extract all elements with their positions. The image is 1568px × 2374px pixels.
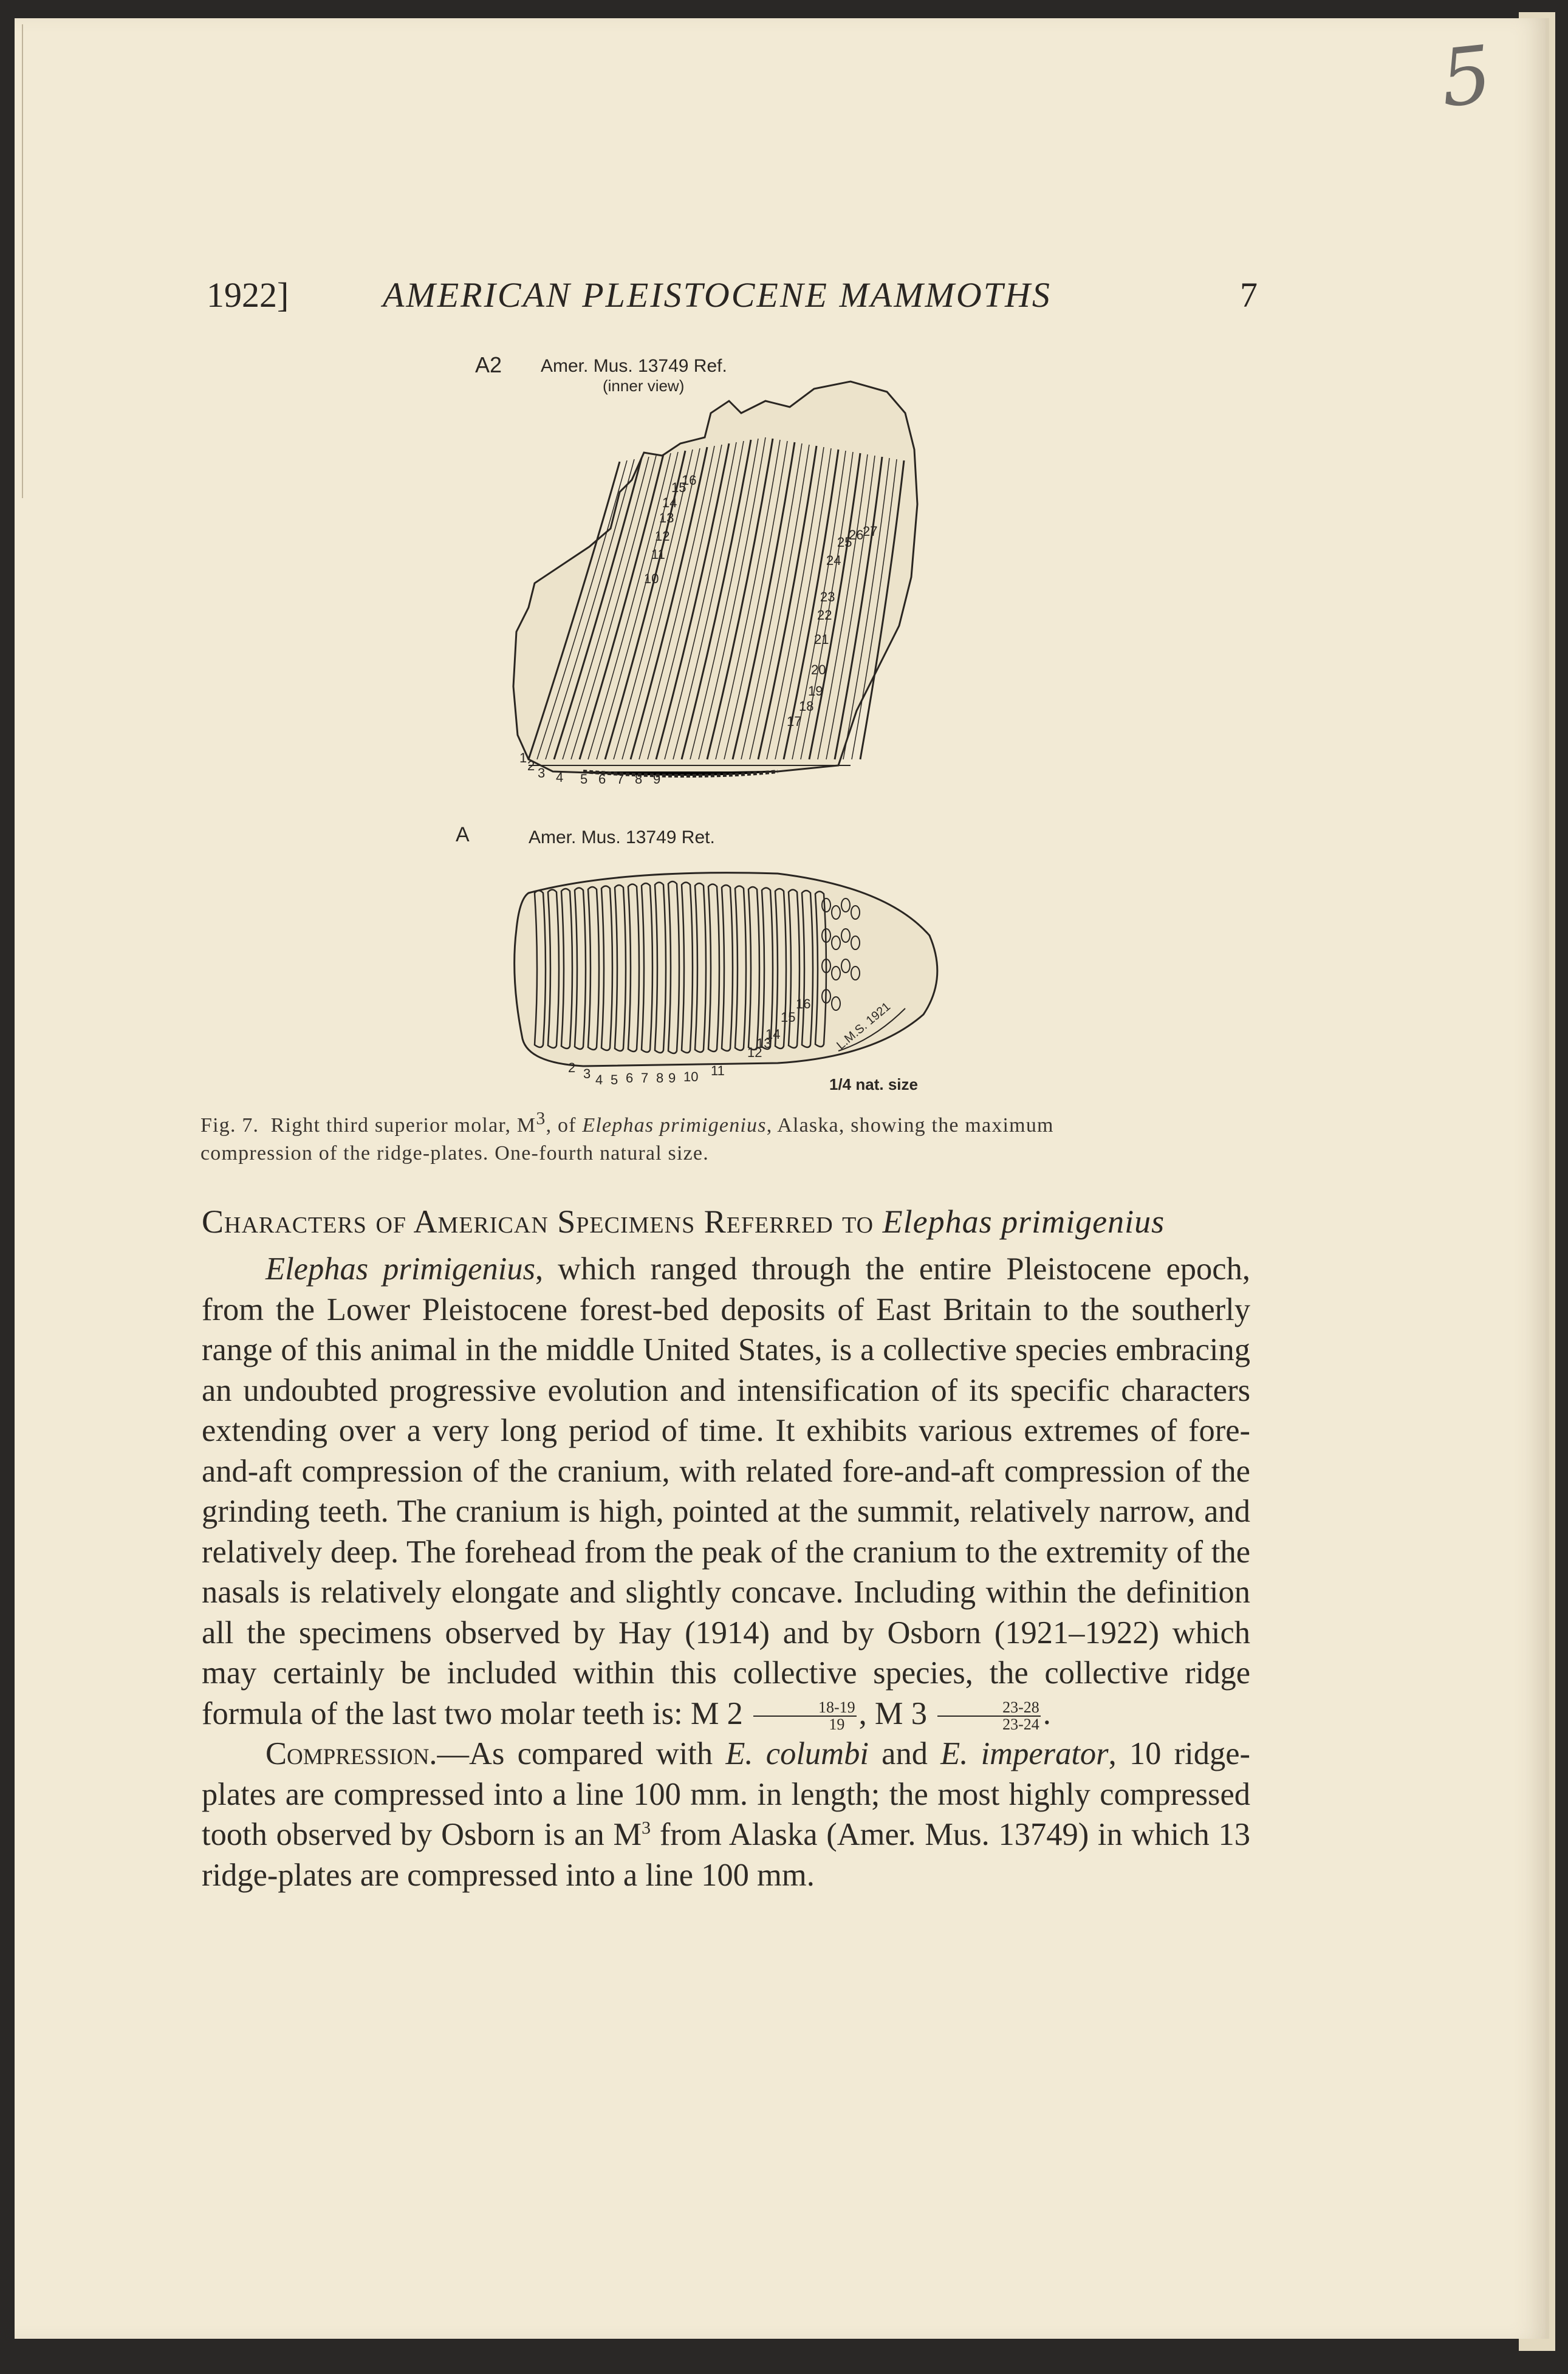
lower-plate-number: 10 — [683, 1069, 699, 1084]
section-heading-species: Elephas primigenius — [882, 1203, 1165, 1240]
formula-end: . — [1042, 1695, 1051, 1731]
corner-mark: 5 — [1436, 28, 1496, 125]
figure-caption — [200, 1108, 1282, 1168]
lower-plate-number: 13 — [756, 1036, 772, 1051]
upper-plate-number: 21 — [814, 632, 829, 647]
paragraph-2-species-2: E. imperator — [940, 1736, 1109, 1771]
upper-plate-number: 26 — [849, 527, 864, 542]
lower-plate-number: 6 — [626, 1070, 634, 1086]
upper-plate-number: 1 — [519, 750, 527, 765]
paragraph-1-text: , which ranged through the entire Pleistocene epoch, from the Lower Pleistocene forest-bed deposits of East Britain to the southerly range of this animal in the middle United States, is a collective species embracing an undoubted progressive evolution and intensification of its specific characters extending over a very long period of time. It exhibits various extremes of fore-and-aft compression of the cranium, with related fore-and-aft compression of the grinding teeth. The cranium is high, pointed at the summit, relatively narrow, and relatively deep. The forehead from the peak of the cranium to the extremity of the nasals is relatively elongate and slightly concave. Including within the definition all the specimens observed by Hay (1914) and by Osborn (1921–1922) which may certainly be included within this collective species, the collective ridge formula of the last two molar teeth is: — [202, 1251, 1250, 1731]
upper-plate-number: 25 — [837, 535, 852, 550]
upper-plate-number: 4 — [556, 770, 564, 785]
lower-specimen-label: Amer. Mus. 13749 Ret. — [529, 827, 715, 847]
formula-m3-fraction — [937, 1700, 1041, 1733]
formula-m2-fraction — [753, 1700, 857, 1733]
caption-species: Elephas primigenius — [582, 1114, 767, 1137]
formula-m2-denominator: 19 — [829, 1716, 845, 1734]
upper-plate-number: 19 — [808, 683, 823, 699]
caption-superscript: 3 — [536, 1108, 546, 1129]
figure-7 — [456, 346, 1008, 1112]
lower-plate-number: 14 — [765, 1027, 781, 1042]
upper-plate-number: 13 — [659, 510, 674, 525]
upper-plate-number: 17 — [787, 714, 802, 729]
upper-plate-number: 8 — [635, 771, 643, 787]
upper-plate-number: 24 — [826, 553, 841, 568]
running-head — [207, 275, 1258, 323]
caption-text-1: Right third superior molar, M — [270, 1114, 536, 1137]
lower-plate-number: 15 — [781, 1010, 796, 1025]
upper-plate-number: 15 — [671, 480, 686, 495]
molar-crown-view-drawing — [462, 857, 1008, 1124]
page-number: 7 — [1240, 275, 1258, 315]
lower-plate-number: 3 — [583, 1066, 591, 1081]
upper-plate-number: 2 — [527, 758, 535, 773]
formula-m2-numerator: 18-19 — [753, 1700, 857, 1717]
running-head-year: 1922] — [207, 275, 289, 315]
formula-separator: , — [858, 1695, 875, 1731]
upper-plate-number: 5 — [580, 771, 588, 787]
upper-plate-number: 18 — [799, 699, 814, 714]
paragraph-2-lead: Compression — [265, 1736, 430, 1771]
paragraph-2-text-4: from Alaska (Amer. Mus. 13749) in which 13 ridge-plates are compressed into a line 100 mm. — [202, 1817, 1250, 1893]
lower-plate-number: 7 — [641, 1070, 649, 1086]
upper-plate-number: 22 — [817, 607, 832, 623]
caption-text-2: , of — [546, 1114, 583, 1137]
paragraph-2-text-2: and — [868, 1736, 941, 1771]
upper-view-label: (inner view) — [603, 377, 685, 395]
paragraph-1-species: Elephas primigenius — [265, 1251, 535, 1287]
paragraph-2-text-3: , 10 ridge-plates are compressed into a line 100 mm. in length; the most highly compressed tooth observed by Osborn is an M — [202, 1736, 1251, 1852]
body-text — [202, 1249, 1250, 1895]
upper-plate-number: 9 — [653, 771, 661, 787]
upper-plate-number: 14 — [662, 495, 677, 510]
lower-plate-number: 4 — [595, 1072, 603, 1087]
artist-signature: L.M.S. 1921 — [834, 1000, 893, 1053]
upper-plate-number: 7 — [617, 771, 625, 787]
lower-panel-letter: A — [456, 823, 470, 846]
section-heading — [202, 1203, 1295, 1240]
paragraph-2 — [202, 1734, 1250, 1895]
paragraph-2-species-1: E. columbi — [725, 1736, 869, 1771]
lower-plate-number: 5 — [611, 1072, 618, 1087]
lower-plate-number: 12 — [747, 1045, 762, 1060]
running-head-title: AMERICAN PLEISTOCENE MAMMOTHS — [383, 275, 1052, 315]
caption-label: Fig. 7. — [200, 1114, 259, 1137]
upper-panel-letter: A2 — [475, 352, 502, 377]
formula-m3-label: M 3 — [874, 1695, 927, 1731]
upper-specimen-label: Amer. Mus. 13749 Ref. — [541, 356, 727, 376]
paragraph-2-text-1: .—As compared with — [429, 1736, 726, 1771]
upper-plate-number: 11 — [651, 547, 665, 562]
upper-plate-number: 16 — [682, 473, 697, 488]
paragraph-1 — [202, 1249, 1250, 1734]
lower-plate-number: 8 — [656, 1070, 664, 1086]
upper-plate-number: 27 — [863, 524, 878, 539]
upper-plate-number: 6 — [598, 771, 606, 787]
upper-plate-number: 3 — [538, 765, 546, 781]
formula-m2-label: M 2 — [690, 1695, 743, 1731]
upper-plate-number: 12 — [655, 529, 670, 544]
upper-plate-number: 10 — [644, 571, 659, 586]
binding-rule — [22, 24, 23, 498]
caption-text-3: , Alaska, showing the maximum — [766, 1114, 1054, 1137]
paragraph-2-superscript: 3 — [642, 1818, 651, 1838]
caption-line-2: compression of the ridge-plates. One-fourth natural size. — [200, 1142, 709, 1165]
upper-plate-number: 23 — [820, 589, 835, 604]
upper-plate-number: 20 — [811, 662, 826, 677]
lower-plate-number: 9 — [668, 1070, 676, 1086]
section-heading-text: Characters of American Specimens Referred to — [202, 1203, 883, 1240]
formula-m3-denominator: 23-24 — [1002, 1716, 1039, 1734]
molar-side-view-drawing — [462, 346, 1008, 808]
scale-label: 1/4 nat. size — [829, 1075, 918, 1093]
formula-m3-numerator: 23-28 — [937, 1700, 1041, 1717]
lower-plate-number: 11 — [711, 1063, 725, 1078]
lower-plate-number: 16 — [796, 996, 811, 1011]
lower-plate-number: 2 — [568, 1060, 576, 1075]
